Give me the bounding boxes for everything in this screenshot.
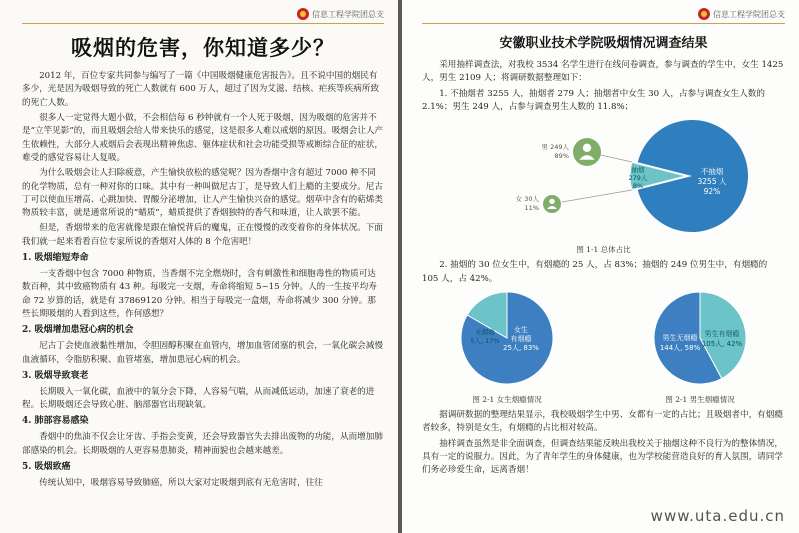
breakout-pct: 89% [554,152,569,161]
male-pie-chart [615,288,785,388]
section-text: 传统认知中，吸烟容易导致肺癌，所以大家对定吸烟到底有无危害时，往往 [39,477,323,488]
section-heading: 4. 肺部容易感染 [22,416,89,427]
league-badge-icon [698,8,710,20]
slice-value: 105人, 42% [701,339,743,348]
section-text: 长期吸入一氧化碳，血液中的氧分会下降，人容易气喘，从而减低运动，加速了衰老的进程。长期吸烟还会导致心脏、脑部器官出现缺氧。 [22,386,375,411]
breakout-label: 女 30人 [515,195,539,204]
intro-paragraph: 很多人一定觉得大题小做，不会相信每 6 秒钟就有一个人死于吸烟，因为吸烟的危害并不是“立竿见影”的，而且吸烟会给人带来快乐的感觉，这是很多人难以戒烟的原因。吸烟会让人产生依赖性，大部分人戒烟后会表现出精神焦虑、躯体症状和社会功能受损等戒断综合征的症状，难受的感觉容易让人复吸。 [22,112,384,163]
header-org: 信息工程学院团总支 [312,9,384,19]
intro-paragraph: 2012 年，百位专家共同参与编写了一篇《中国吸烟健康危害报告》。且不说中国的烟民有多少，光是因为吸烟导致的死亡人数就有 600 万人，超过了因为艾滋、结核、疟疾等疾病所致的死亡人数。 [22,71,380,108]
figure-overall [422,116,785,255]
section-text: 尼古丁会使血液黏性增加，令胆固醇积聚在血管内，增加血管闭塞的机会，一氧化碳会减慢血液循环，令脂肪积聚、血管堵塞，增加患冠心病的机会。 [22,341,383,365]
slice-pct: 8% [632,182,644,191]
section-heading: 5. 吸烟致癌 [22,461,71,472]
survey-paragraph: 据调研数据的整理结果显示，我校吸烟学生中男、女都有一定的占比；且吸烟者中，有烟瘾者较多，特别是女生，有烟瘾的占比相对较高。 [422,409,783,434]
survey-paragraph: 2. 抽烟的 30 位女生中，有烟瘾的 25 人，占 83%；抽烟的 249 位男生中，有烟瘾的 105 人，占 42%。 [422,260,768,284]
site-watermark: www.uta.edu.cn [650,507,785,525]
slice-pct: 92% [703,187,721,197]
section-text: 香烟中的焦油不仅会让牙齿、手指会变黄，还会导致器官失去排出废物的功能，从而增加肺部感染的机会。长期吸烟的人更容易患肺炎，精神面貌也会越来越差。 [22,432,383,456]
figure-row [422,288,785,409]
league-badge-icon [297,8,309,20]
article-title: 吸烟的危害，你知道多少？ [71,35,335,60]
survey-paragraph: 1. 不抽烟者 3255 人，抽烟者 279 人；抽烟者中女生 30 人，占参与调查女生人数的 2.1%；男生 249 人，占参与调查男生人数的 11.8%； [422,88,765,112]
intro-paragraph: 为什么吸烟会让人扫除疲意，产生愉快放松的感觉呢？因为香烟中含有超过 7000 种不同的化学物质，总有一种对你的口味。其中有一种叫做尼古丁，是导致人们上瘾的主要成分。尼古丁可以使血压增高、心跳加快、胃酸分泌增加，让人产生愉快兴奋的感觉。烟草中含有的萜烯类物质较丰富，就是通常所说的“蜡质”，蜡质提供了香烟独特的香气和味道，让人欲罢不能。 [22,168,383,219]
breakout-label: 男 249人 [541,143,569,152]
slice-label: 不抽烟 [700,167,724,177]
slice-value: 144人, 58% [659,343,701,352]
survey-title: 安徽职业技术学院吸烟情况调查结果 [499,36,708,51]
slice-label: 男生有烟瘾 [704,329,740,338]
section-text: 一支香烟中包含 7000 种物质，当香烟不完全燃烧时，含有刺激性和细胞毒性的物质可达数百种，其中致癌物质有 43 种。每吸完一支烟，寿命将缩短 5~15 分钟。人的一生按平均寿命 72 岁算的话，就是有 37869120 分钟。相当于每吸完一盒烟，寿命将减少 300 分钟。那些长期吸烟的人看到这些，作何感想？ [22,269,377,319]
slice-label: 抽烟 [631,166,645,175]
center-label: 女生 [514,325,528,334]
section-heading: 2. 吸烟增加患冠心病的机会 [22,325,134,336]
female-pie-chart [422,288,592,388]
figure-female [422,288,592,409]
figure-male [615,288,785,409]
page-header [422,8,785,24]
figure-caption: 图 2-1 女生烟瘾情况 [472,394,542,404]
connector-line [562,190,632,202]
slice-value: 25人, 83% [503,343,539,352]
slice-label: 男生无烟瘾 [662,333,698,342]
person-head [549,199,554,204]
slice-label: 无烟瘾 [475,327,495,336]
right-page [402,0,799,533]
section-heading: 3. 吸烟导致衰老 [22,370,89,381]
section-heading: 1. 吸烟缩短寿命 [22,253,89,264]
header-org: 信息工程学院团总支 [713,9,785,19]
person-head [583,144,591,152]
figure-caption: 图 1-1 总体占比 [576,245,631,255]
page-header [22,8,384,24]
slice-value: 279人 [628,174,648,183]
person-icon [573,138,601,166]
intro-paragraph: 但是，香烟带来的危害就像是跟在愉悦背后的魔鬼，正在慢慢的改变着你的身体状况。下面我们就一起来看看百位专家所说的香烟对人体的 8 个危害吧！ [22,223,383,247]
survey-paragraph: 抽样调查虽然是非全面调查，但调查结果能反映出我校关于抽烟这种不良行为的整体情况，具有一定的说服力。因此，为了青年学生的身体健康，也为学校能营造良好的育人氛围，请同学们务必珍爱生命，远离香烟！ [422,438,783,476]
overall-pie-chart [422,116,782,238]
slice-value: 5人, 17% [470,336,500,345]
slice-value: 3255 人 [697,177,727,187]
survey-paragraph: 采用抽样调查法，对我校 3534 名学生进行在线问卷调查，参与调查的学生中，女生 1425 人，男生 2109 人；将调研数据整理如下： [422,60,784,84]
figure-caption: 图 2-1 男生烟瘾情况 [665,394,735,404]
slice-label: 有烟瘾 [510,334,532,343]
breakout-pct: 11% [524,204,539,213]
left-page [0,0,398,533]
